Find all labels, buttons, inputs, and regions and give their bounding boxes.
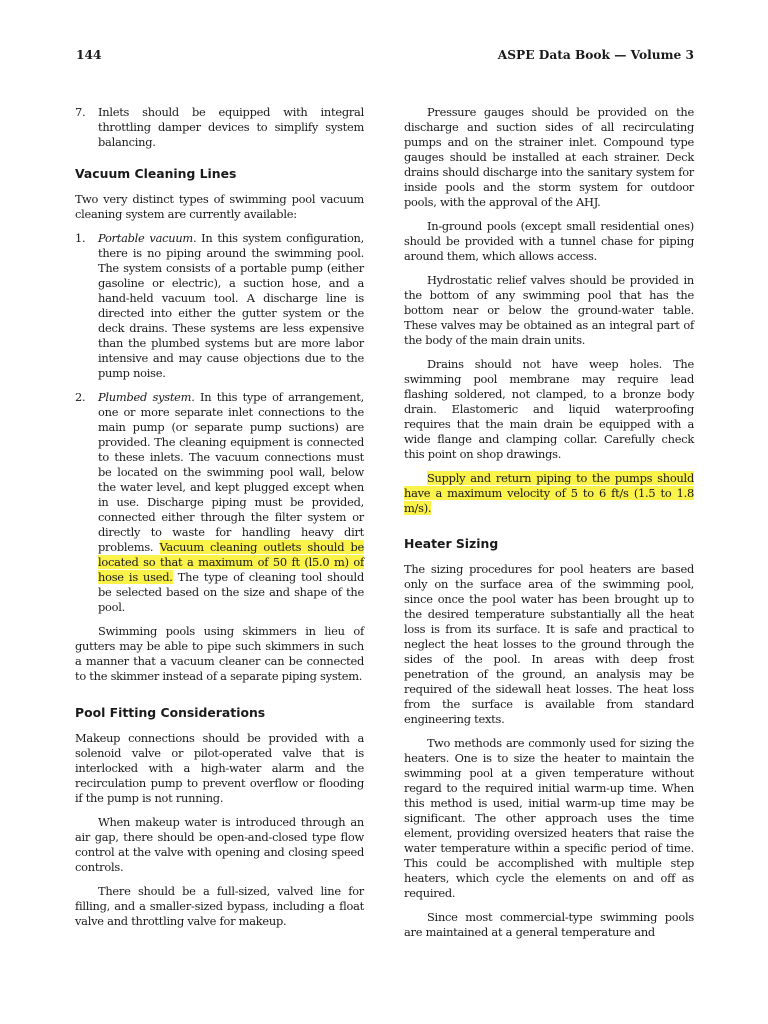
skimmers-paragraph: Swimming pools using skimmers in lieu of gutters may be able to pipe such skimmers in such a manner that a vacuum cleaner can be connected to the skimmer instead of a separate piping system. — [75, 624, 364, 683]
full-sized-line-paragraph: There should be a full-sized, valved line for filling, and a smaller-sized bypass, including a float valve and throttling valve for makeup. — [75, 884, 364, 928]
list-text — [98, 390, 364, 615]
highlighted-text: Supply and return piping to the pumps should have a maximum velocity of 5 to 6 ft/s (1.5 to 1.8 m/s). — [404, 471, 694, 515]
list-item-plumbed-system — [75, 390, 364, 615]
list-number: 7. — [75, 105, 86, 119]
term-label: Plumbed system. — [98, 390, 195, 404]
term-description: In this type of arrangement, one or more separate inlet connections to the main pump (or separate pump suctions) are provided. The cleaning equipment is connected to these inlets. The vacuum connections must be located on the swimming pool wall, below the water level, and kept plugged except when in use. Discharge piping must be provided, connected either through the filter system or directly to waste for handling heavy dirt problems. — [98, 390, 364, 554]
makeup-paragraph: Makeup connections should be provided with a solenoid valve or pilot-operated valve that is interlocked with a high-water alarm and the recirculation pump to prevent overflow or flooding if the pump is not running. — [75, 731, 364, 805]
term-description-tail: The type of cleaning tool should be selected based on the size and shape of the pool. — [98, 570, 364, 614]
commercial-pools-paragraph: Since most commercial-type swimming pools are maintained at a general temperature and — [404, 910, 694, 939]
left-column — [75, 105, 364, 938]
list-text: Inlets should be equipped with integral throttling damper devices to simplify system balancing. — [98, 105, 364, 149]
page-header — [76, 48, 694, 68]
heading-heater-sizing: Heater Sizing — [404, 536, 499, 551]
two-methods-paragraph: Two methods are commonly used for sizing the heaters. One is to size the heater to maintain the swimming pool at a given temperature without regard to the required initial warm-up time. When this method is used, initial warm-up time may be significant. The other approach uses the time element, providing oversized heaters that raise the water temperature within a specific period of time. This could be accomplished with multiple step heaters, which cycle the elements on and off as required. — [404, 736, 694, 900]
right-column — [404, 105, 694, 949]
heading-vacuum-cleaning-lines: Vacuum Cleaning Lines — [75, 166, 237, 181]
list-item-7 — [75, 105, 364, 150]
hydrostatic-paragraph: Hydrostatic relief valves should be provided in the bottom of any swimming pool that has the bottom near or below the ground-water table. These valves may be obtained as an integral part of the body of the main drain units. — [404, 273, 694, 347]
list-item-portable-vacuum — [75, 231, 364, 381]
in-ground-paragraph: In-ground pools (except small residential ones) should be provided with a tunnel chase for piping around them, which allows access. — [404, 219, 694, 263]
heading-pool-fitting-considerations: Pool Fitting Considerations — [75, 705, 266, 720]
list-number: 1. — [75, 231, 86, 245]
term-label: Portable vacuum. — [98, 231, 197, 245]
sizing-procedures-paragraph: The sizing procedures for pool heaters are based only on the surface area of the swimming pool, since once the pool water has been brought up to the desired temperature substantially all the heat loss is from its surface. It is safe and practical to neglect the heat losses to the ground through the sides of the pool. In areas with deep frost penetration of the ground, an analysis may be required of the sidewall heat losses. The heat loss from the surface is available from standard engineering texts. — [404, 562, 694, 726]
vacuum-intro-paragraph: Two very distinct types of swimming pool vacuum cleaning system are currently available: — [75, 192, 364, 221]
supply-return-paragraph — [404, 471, 694, 516]
list-text — [98, 231, 364, 381]
pressure-gauges-paragraph: Pressure gauges should be provided on the discharge and suction sides of all recirculating pumps and on the strainer inlet. Compound type gauges should be installed at each strainer. Deck drains should discharge into the sanitary system for inside pools and the storm system for outdoor pools, with the approval of the AHJ. — [404, 105, 694, 209]
highlighted-text: Vacuum cleaning outlets should be located so that a maximum of 50 ft (l5.0 m) of hose is used. — [98, 540, 364, 584]
page-number: 144 — [76, 48, 102, 62]
list-number: 2. — [75, 390, 86, 404]
running-title: ASPE Data Book — Volume 3 — [497, 48, 694, 62]
drains-paragraph: Drains should not have weep holes. The swimming pool membrane may require lead flashing soldered, not clamped, to a bronze body drain. Elastomeric and liquid waterproofing requires that the main drain be equipped with a wide flange and clamping collar. Carefully check this point on shop drawings. — [404, 357, 694, 461]
term-description: In this system configuration, there is no piping around the swimming pool. The system consists of a portable pump (either gasoline or electric), a suction hose, and a hand-held vacuum tool. A discharge line is directed into either the gutter system or the deck drains. These systems are less expensive than the plumbed systems but are more labor intensive and may cause objections due to the pump noise. — [98, 231, 365, 380]
air-gap-paragraph: When makeup water is introduced through an air gap, there should be open-and-closed type flow control at the valve with opening and closing speed controls. — [75, 815, 364, 874]
